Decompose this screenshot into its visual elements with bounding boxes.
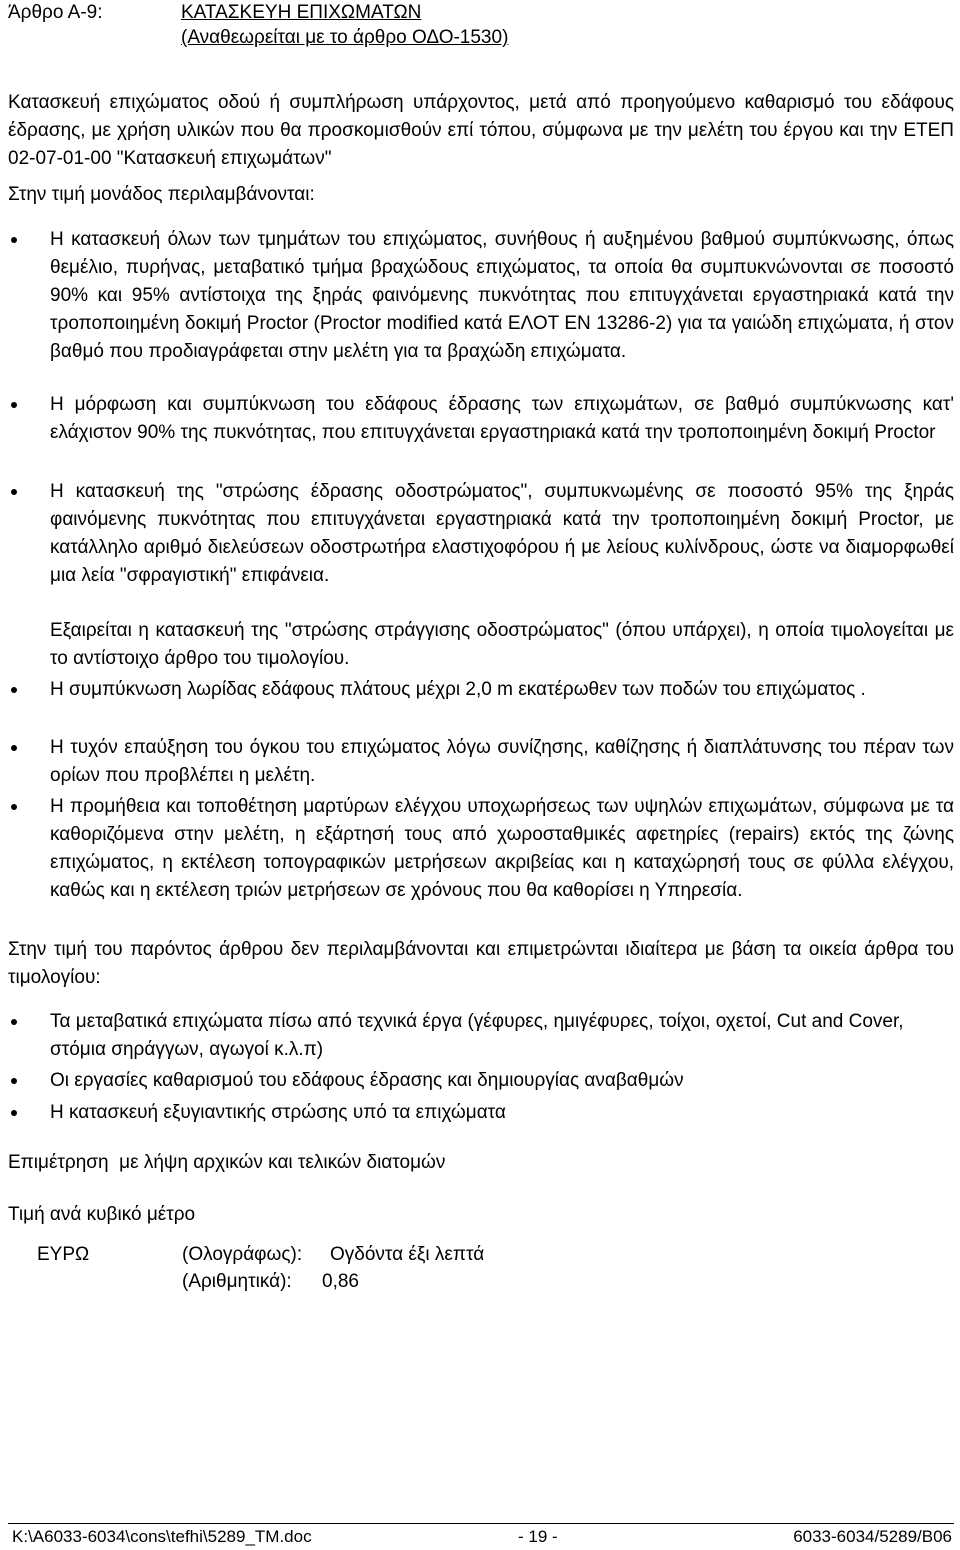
price-currency: ΕΥΡΩ xyxy=(37,1244,90,1265)
price-numeric-label: (Αριθμητικά): xyxy=(182,1271,292,1292)
bullet-icon xyxy=(11,489,17,495)
bullet-icon xyxy=(11,804,17,810)
excluded-heading: Στην τιμή του παρόντος άρθρου δεν περιλαμβάνονται και επιμετρώνται ιδιαίτερα με βάση τα οικεία άρθρα του τιμολογίου: xyxy=(8,939,954,988)
footer-page-number: - 19 - xyxy=(518,1527,558,1546)
footer-doc-ref: 6033-6034/5289/B06 xyxy=(793,1527,952,1546)
bullet-icon xyxy=(11,1078,17,1084)
footer-file-path: K:\A6033-6034\cons\tefhi\5289_TM.doc xyxy=(12,1527,312,1546)
article-title: ΚΑΤΑΣΚΕΥΗ ΕΠΙΧΩΜΑΤΩΝ xyxy=(181,2,422,23)
page-footer xyxy=(8,1523,954,1550)
bullet-icon xyxy=(11,1019,17,1025)
bullet-icon xyxy=(11,745,17,751)
list-item-text: Η τυχόν επαύξηση του όγκου του επιχώματος λόγω συνίζησης, καθίζησης ή διαπλάτυνσης του πέραν των ορίων που προβλέπει η μελέτη. xyxy=(50,737,954,786)
exception-note-text: Εξαιρείται η κατασκευή της "στρώσης στράγγισης οδοστρώματος" (όπου υπάρχει), η οποία τιμολογείται με το αντίστοιχο άρθρο του τιμολογίου. xyxy=(50,620,954,669)
bullet-icon xyxy=(11,237,17,243)
bullet-icon xyxy=(11,402,17,408)
list-item-text: Η κατασκευή της "στρώσης έδρασης οδοστρώματος", συμπυκνωμένης σε ποσοστό 95% της ξηράς φαινόμενης πυκνότητας που επιτυγχάνεται εργαστηριακά κατά την τροποποιημένη δοκιμή Proctor, με κατάλληλο αριθμό διελεύσεων οδοστρωτήρα ελαστιχοφόρου ή με λείους κυλίνδρους, ώστε να διαμορφωθεί μια λεία "σφραγιστική" επιφάνεια. xyxy=(50,481,954,586)
list-item-text: Η κατασκευή όλων των τμημάτων του επιχώματος, συνήθους ή αυξημένου βαθμού συμπύκνωσης, όπως θεμέλιο, πυρήνας, μεταβατικό τμήμα βραχώδους επιχώματος, τα οποία θα συμπυκνώνονται σε ποσοστό 90% και 95% αντίστοιχα της ξηράς φαινόμενης πυκνότητας που επιτυγχάνεται εργαστηριακά κατά την τροποποιημένη δοκιμή Proctor (Proctor modified κατά ΕΛΟΤ ΕΝ 13286-2) για τα γαιώδη επιχώματα, ή στον βαθμό που προδιαγράφεται στην μελέτη για τα βραχώδη επιχώματα. xyxy=(50,229,954,362)
unit-price-heading: Τιμή ανά κυβικό μέτρο xyxy=(8,1204,196,1225)
price-words-value: Ογδόντα έξι λεπτά xyxy=(330,1244,485,1265)
article-code: Άρθρο Α-9: xyxy=(8,2,103,23)
list-item-text: Τα μεταβατικά επιχώματα πίσω από τεχνικά έργα (γέφυρες, ημιγέφυρες, τοίχοι, οχετοί, Cut and Cover, στόμια σηράγγων, αγωγοί κ.λ.π) xyxy=(50,1011,904,1060)
intro-paragraph: Κατασκευή επιχώματος οδού ή συμπλήρωση υπάρχοντος, μετά από προηγούμενο καθαρισμό του εδάφους έδρασης, με χρήση υλικών που θα προσκομισθούν επί τόπου, σύμφωνα με την μελέτη του έργου και την ΕΤΕΠ 02-07-01-00 "Κατασκευή επιχωμάτων" xyxy=(8,92,954,169)
bullet-icon xyxy=(11,1110,17,1116)
list-item-text: Οι εργασίες καθαρισμού του εδάφους έδρασης και δημιουργίας αναβαθμών xyxy=(50,1070,684,1091)
list-item-text: Η συμπύκνωση λωρίδας εδάφους πλάτους μέχρι 2,0 m εκατέρωθεν των ποδών του επιχώματος . xyxy=(50,679,866,700)
list-item-text: Η μόρφωση και συμπύκνωση του εδάφους έδρασης των επιχωμάτων, σε βαθμό συμπύκνωσης κατ' ελάχιστον 90% της πυκνότητας, που επιτυγχάνεται εργαστηριακά κατά την τροποποιημένη δοκιμή Proctor xyxy=(50,394,954,443)
list-item-text: Η κατασκευή εξυγιαντικής στρώσης υπό τα επιχώματα xyxy=(50,1102,506,1123)
article-subtitle: (Αναθεωρείται με το άρθρο ΟΔΟ-1530) xyxy=(181,27,509,48)
price-words-label: (Ολογράφως): xyxy=(182,1244,303,1265)
measurement-line: Επιμέτρηση με λήψη αρχικών και τελικών διατομών xyxy=(8,1152,446,1173)
included-heading: Στην τιμή μονάδος περιλαμβάνονται: xyxy=(8,184,315,205)
bullet-icon xyxy=(11,687,17,693)
price-numeric-value: 0,86 xyxy=(322,1271,359,1292)
list-item-text: Η προμήθεια και τοποθέτηση μαρτύρων ελέγχου υποχωρήσεως των υψηλών επιχωμάτων, σύμφωνα με τα καθοριζόμενα στην μελέτη, η εξάρτησή τους από χωροσταθμικές αφετηρίες (repairs) εκτός της ζώνης επιχώματος, η εκτέλεση τοπογραφικών μετρήσεων ακριβείας και η καταχώρησή τους σε φύλλα ελέγχου, καθώς και η εκτέλεση τριών μετρήσεων σε χρόνους που θα καθορίσει η Υπηρεσία. xyxy=(50,796,954,901)
